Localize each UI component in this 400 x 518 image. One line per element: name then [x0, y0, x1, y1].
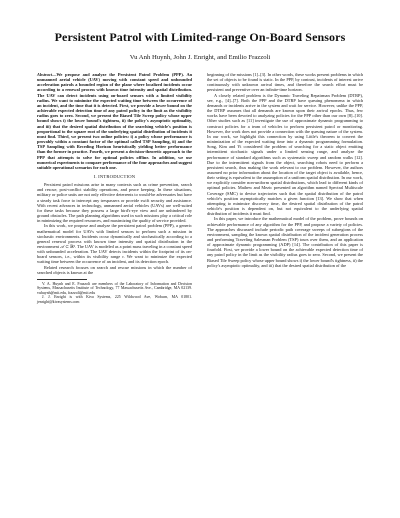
intro-paragraph: Related research focuses on search and rescue missions in which the number of searched objects is known at the [37, 264, 192, 275]
footnote-affiliation: J. J. Enright is with Kiva Systems, 225 Wildwood Ave, Woburn, MA 01801. jenright@kivasystems.com [37, 295, 192, 304]
abstract [37, 72, 192, 170]
left-column [37, 72, 192, 304]
intro-paragraph: In this work, we propose and analyze the persistent patrol problem (PPP), a generic mathematical model for UAVs with limited sensors to perform such a mission in stochastic environments. Incidents occur dynamically and stochastically according to a general renewal process with known time intensity and spatial distribution in the environment 𝒜 ⊂ ℝ². The UAV is modeled as a point mass traveling in a constant speed with unbounded acceleration. The UAV detects incidents within the footprint of its on-board sensors, i.e., within its visibility range r. We want to minimize the expected waiting time between the occurrence of an incident, and its detection epoch. [37, 223, 192, 265]
footnote-affiliation: V. A. Huynh and E. Frazzoli are members of the Laboratory of Information and Decision Systems, Massachusetts Institute of Technology, 77 Massachusetts Ave., Cambridge, MA 02139. vuhuynh@mit.edu, frazzoli@mit.edu [37, 281, 192, 295]
paper-authors: Vu Anh Huynh, John J. Enright, and Emilio Frazzoli [129, 54, 271, 61]
body-paragraph: In this paper, we introduce the mathematical model of the problem, prove bounds on achievable performance of any algorithm for the PPP, and propose a variety of policies. The approaches discussed include periodic path coverage sweeps of subregions of the environment, sampling the known spatial distribution of the incident generation process and performing Traveling Salesman Problem (TSP) tours over them, and an application of approximate dynamic programming (ADP) [14]. The contribution of this paper is fourfold. First, we provide a lower bound on the achievable expected detection time of any patrol policy in the limit as the visibility radius goes to zero. Second, we present the Biased Tile Sweep policy whose upper bound shows i) the lower bound's tightness, ii) the policy's asymptotic optimality, and iii) that the desired spatial distribution of the [207, 216, 363, 268]
section-heading-introduction: I. INTRODUCTION [93, 173, 136, 179]
footnote-divider [37, 279, 87, 280]
right-column [207, 72, 363, 268]
body-paragraph: A closely related problem is the Dynamic Traveling Repairman Problem (DTRP), see, e.g., [4]–[7]. Both the PPP and the DTRP have queuing phenomena in which demands or incidents arrive in the system and wait for service. However, unlike the PPP, the DTRP assumes that all demands are known upon their arrival epochs. Thus, few works have been devoted to analyzing policies for the PPP other than our own [8]–[10]. Other studies such as [11] investigate the use of approximate dynamic programming to construct policies for a team of vehicles to perform persistent patrol or monitoring. However, the work does not provide a connection with the queuing nature of the system. In our work, we highlight this connection by using Little's theorem to convert the minimization of the expected waiting time into a dynamic programming formulation. Song, Kim and Yi considered the problem of searching for a static object emitting intermittent stochastic signals under a limited sensing range, and analyze the performance of standard algorithms such as systematic sweep and random walks [12]. Due to the intermittent signals from the object, searching robots need to perform a persistent search, thus making the work relevant to our problem. However, the authors assumed no prior information about the location of the target object is available, hence, their setting is equivalent to the assumption of a uniform spatial distribution. In our work, we explicitly consider non-uniform spatial distributions, which lead to different kinds of optimal policies. Mathew and Mezic presented an algorithm named Spectral Multiscale Coverage (SMC) to devise trajectories such that the spatial distribution of the patrol vehicle's position asymptotically matches a given function [13]. We show that when attempting to minimize discovery time, the desired spatial distribution of the patrol vehicle's position is dependent on, but not equivalent to the underlying spatial distribution of incidents it must find. [207, 92, 363, 217]
paper-title: Persistent Patrol with Limited-range On-Board Sensors [54, 30, 346, 44]
abstract-label: Abstract [37, 72, 52, 77]
intro-paragraph: Persistent patrol missions arise in many contexts such as crime prevention, search and rescue, post-conflict stability operations, and peace keeping. In these situations, military or police units are not only effective deterrents to would-be adversaries but have a steady task force to intercept any trespassers or provide swift security and assistance. With recent advances in technology, unmanned aerial vehicles (UAVs) are well-suited for these tasks because they possess a large bird's-eye view and are unhindered by ground obstacles. The path planning algorithms used in such missions play a critical role in minimizing the required resources, and maximizing the quality of service provided. [37, 182, 192, 224]
abstract-text: —We propose and analyze the Persistent Patrol Problem (PPP). An unmanned aerial vehicle (UAV) moving with constant speed and unbounded acceleration patrols a bounded region of the plane where localized incidents occur according to a renewal process with known time intensity and spatial distribution. The UAV can detect incidents using on-board sensors with a limited visibility radius. We want to minimize the expected waiting time between the occurrence of an incident, and the time that it is detected. First, we provide a lower bound on the achievable expected detection time of any patrol policy in the limit as the visibility radius goes to zero. Second, we present the Biased Tile Sweep policy whose upper bound shows i) the lower bound's tightness, ii) the policy's asymptotic optimality, and iii) that the desired spatial distribution of the searching vehicle's position is proportional to the square root of the underlying spatial distribution of incidents it must find. Third, we present two online policies: i) a policy whose performance is provably within a constant factor of the optimal called TSP Sampling, ii) and the TSP Sampling with Receding Horizon heuristically yielding better performance than the former in practice. Fourth, we present a decision-theoretic approach to the PPP that attempts to solve for optimal policies offline. In addition, we use numerical experiments to compare performance of the four approaches and suggest suitable operational scenarios for each one. [37, 72, 192, 170]
body-paragraph: beginning of the missions [1]–[3]. In other words, these works present problems in which the set of objects to be found is static. In the PPP, by contrast, incidents of interest arrive continuously with unknown arrival times, and therefore the search effort must be persistent and preventive over an infinite-time horizon. [207, 72, 363, 93]
